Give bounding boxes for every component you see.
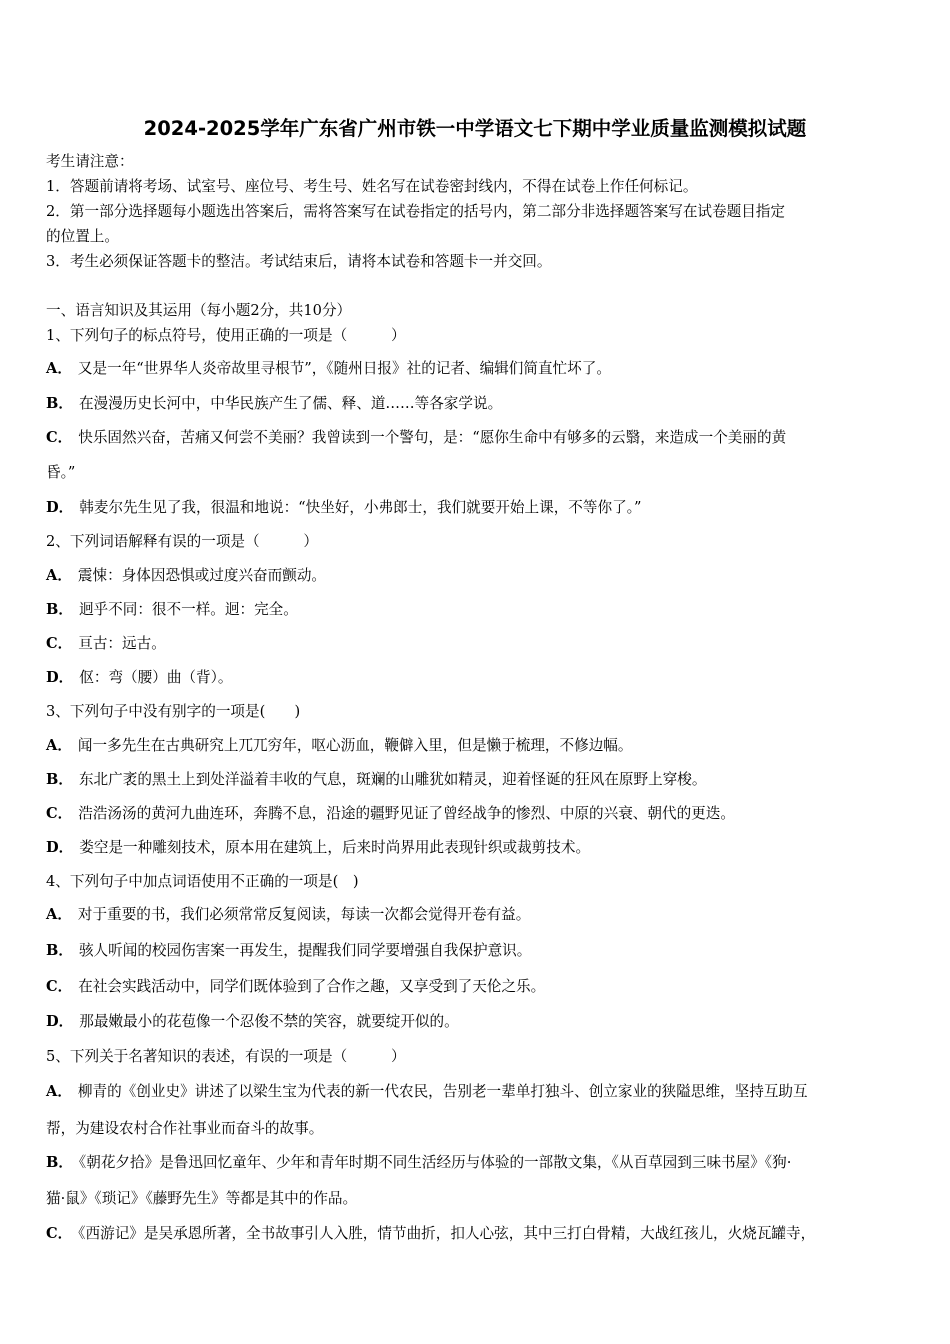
question-1-option-b xyxy=(46,394,502,414)
option-text: 快乐固然兴奋，苦痛又何尝不美丽？我曾读到一个警句，是：“愿你生命中有够多的云翳，来造成一个美丽的黄 xyxy=(78,429,787,446)
option-text: 亘古：远古。 xyxy=(78,635,166,652)
option-text: 那最嫩最小的花苞像一个忍俊不禁的笑容，就要绽开似的。 xyxy=(79,1013,459,1030)
question-3-option-c xyxy=(46,804,735,824)
option-text: 《朝花夕拾》是鲁迅回忆童年、少年和青年时期不同生活经历与体验的一部散文集，《从百草园到三味书屋》《狗· xyxy=(78,1154,792,1171)
option-text: 东北广袤的黑土上到处洋溢着丰收的气息，斑斓的山雕犹如精灵，迎着怪诞的狂风在原野上穿梭。 xyxy=(78,771,707,788)
question-5-option-b xyxy=(46,1153,791,1173)
question-1-option-c xyxy=(46,428,786,448)
question-5-option-b-cont: 猫·鼠》《琐记》《藤野先生》等都是其中的作品。 xyxy=(46,1190,358,1207)
option-text: 在漫漫历史长河中，中华民族产生了儒、释、道……等各家学说。 xyxy=(78,395,503,412)
question-3-stem: 3、下列句子中没有别字的一项是( ) xyxy=(46,703,301,720)
question-4-option-a xyxy=(46,905,530,925)
option-text: 浩浩汤汤的黄河九曲连环，奔腾不息，沿途的疆野见证了曾经战争的惨烈、中原的兴衰、朝代的更迭。 xyxy=(78,805,735,822)
option-label: C． xyxy=(46,1225,73,1242)
notice-item-1: 1．答题前请将考场、试室号、座位号、考生号、姓名写在试卷密封线内，不得在试卷上作任何标记。 xyxy=(46,178,698,195)
option-label: A． xyxy=(46,737,72,754)
question-2-option-c xyxy=(46,634,166,654)
option-text: 震悚：身体因恐惧或过度兴奋而颤动。 xyxy=(77,567,327,584)
option-text: 对于重要的书，我们必须常常反复阅读，每读一次都会觉得开卷有益。 xyxy=(77,906,531,923)
notice-item-3: 3．考生必须保证答题卡的整洁。考试结束后，请将本试卷和答题卡一并交回。 xyxy=(46,253,552,270)
option-text: 骇人听闻的校园伤害案一再发生，提醒我们同学要增强自我保护意识。 xyxy=(78,942,532,959)
option-label: C． xyxy=(46,429,73,446)
option-label: D． xyxy=(46,499,74,516)
option-label: A． xyxy=(46,360,72,377)
question-4-option-b xyxy=(46,941,531,961)
question-1-option-a xyxy=(46,359,611,379)
option-label: C． xyxy=(46,635,73,652)
option-text: 又是一年“世界华人炎帝故里寻根节”，《随州日报》社的记者、编辑们简直忙坏了。 xyxy=(77,360,611,377)
option-text: 娄空是一种雕刻技术，原本用在建筑上，后来时尚界用此表现针织或裁剪技术。 xyxy=(79,839,591,856)
option-text: 柳青的《创业史》讲述了以梁生宝为代表的新一代农民，告别老一辈单打独斗、创立家业的狭隘思维，坚持互助互 xyxy=(77,1083,808,1100)
option-text: 迥乎不同：很不一样。迥：完全。 xyxy=(78,601,298,618)
question-3-option-d xyxy=(46,838,590,858)
option-label: B． xyxy=(46,395,73,412)
option-label: D． xyxy=(46,839,74,856)
notice-item-2-line-2: 的位置上。 xyxy=(46,228,119,245)
question-3-option-a xyxy=(46,736,633,756)
option-label: D． xyxy=(46,669,74,686)
option-label: C． xyxy=(46,805,73,822)
question-1-option-c-cont: 昏。” xyxy=(46,464,76,481)
notice-heading: 考生请注意： xyxy=(46,153,134,170)
option-label: B． xyxy=(46,601,73,618)
option-text: 韩麦尔先生见了我，很温和地说：“快坐好，小弗郎士，我们就要开始上课，不等你了。” xyxy=(79,499,642,516)
question-2-option-b xyxy=(46,600,298,620)
question-5-option-a xyxy=(46,1082,808,1102)
question-5-option-a-cont: 帮，为建设农村合作社事业而奋斗的故事。 xyxy=(46,1120,324,1137)
option-label: B． xyxy=(46,771,73,788)
option-text: 在社会实践活动中，同学们既体验到了合作之趣，又享受到了天伦之乐。 xyxy=(78,978,546,995)
section-heading: 一、语言知识及其运用（每小题2分，共10分） xyxy=(46,302,352,319)
question-1-option-d xyxy=(46,498,641,518)
option-text: 闻一多先生在古典研究上兀兀穷年，呕心沥血，鞭僻入里，但是懒于梳理，不修边幅。 xyxy=(77,737,633,754)
notice-item-2-line-1: 2．第一部分选择题每小题选出答案后，需将答案写在试卷指定的括号内，第二部分非选择题答案写在试卷题目指定 xyxy=(46,203,785,220)
question-3-option-b xyxy=(46,770,706,790)
option-label: B． xyxy=(46,1154,73,1171)
question-4-option-d xyxy=(46,1012,459,1032)
question-4-option-c xyxy=(46,977,545,997)
question-2-stem: 2、下列词语解释有误的一项是（ ） xyxy=(46,533,318,550)
page-title: 2024-2025学年广东省广州市铁一中学语文七下期中学业质量监测模拟试题 xyxy=(143,117,807,140)
option-label: A． xyxy=(46,567,72,584)
question-1-stem: 1、下列句子的标点符号，使用正确的一项是（ ） xyxy=(46,327,406,344)
option-label: C． xyxy=(46,978,73,995)
option-label: A． xyxy=(46,906,72,923)
question-2-option-a xyxy=(46,566,326,586)
option-label: D． xyxy=(46,1013,74,1030)
question-2-option-d xyxy=(46,668,232,688)
option-text: 伛：弯（腰）曲（背）。 xyxy=(79,669,233,686)
question-5-stem: 5、下列关于名著知识的表述，有误的一项是（ ） xyxy=(46,1048,406,1065)
question-4-stem: 4、下列句子中加点词语使用不正确的一项是( ) xyxy=(46,873,359,890)
option-label: B． xyxy=(46,942,73,959)
question-5-option-c xyxy=(46,1224,815,1244)
option-label: A． xyxy=(46,1083,72,1100)
option-text: 《西游记》是吴承恩所著，全书故事引人入胜，情节曲折，扣人心弦，其中三打白骨精，大战红孩儿，火烧瓦罐寺， xyxy=(78,1225,816,1242)
